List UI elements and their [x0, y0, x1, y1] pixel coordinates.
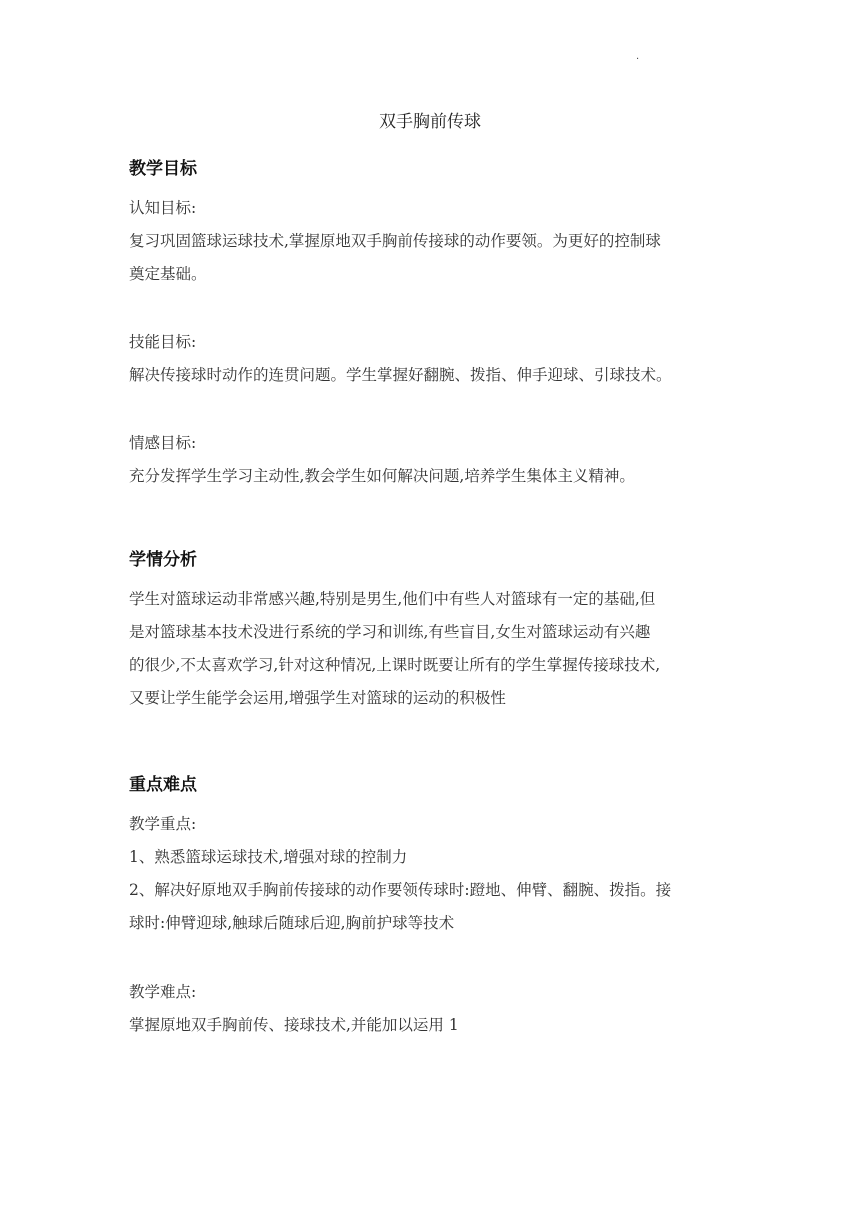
analysis-line-3: 的很少,不太喜欢学习,针对这种情况,上课时既要让所有的学生掌握传接球技术,	[129, 656, 661, 674]
difficulty-line-1: 掌握原地双手胸前传、接球技术,并能加以运用 1	[129, 1016, 459, 1034]
analysis-line-4: 又要让学生能学会运用,增强学生对篮球的运动的积极性	[129, 689, 506, 707]
heading-analysis: 学情分析	[129, 550, 197, 570]
cognitive-line-2: 奠定基础。	[129, 265, 207, 283]
cognitive-label: 认知目标:	[129, 199, 197, 217]
document-title: 双手胸前传球	[379, 112, 481, 132]
heading-objectives: 教学目标	[129, 159, 197, 179]
difficulty-label: 教学难点:	[129, 983, 197, 1001]
focus-label: 教学重点:	[129, 815, 197, 833]
focus-line-2: 2、解决好原地双手胸前传接球的动作要领传球时:蹬地、伸臂、翻腕、拨指。接	[129, 881, 672, 899]
heading-key-points: 重点难点	[129, 775, 197, 795]
corner-mark: ·	[636, 54, 640, 65]
affective-label: 情感目标:	[129, 434, 197, 452]
analysis-line-2: 是对篮球基本技术没进行系统的学习和训练,有些盲目,女生对篮球运动有兴趣	[129, 623, 651, 641]
analysis-line-1: 学生对篮球运动非常感兴趣,特别是男生,他们中有些人对篮球有一定的基础,但	[129, 590, 656, 608]
focus-line-3: 球时:伸臂迎球,触球后随球后迎,胸前护球等技术	[129, 914, 455, 932]
skill-label: 技能目标:	[129, 333, 197, 351]
skill-line-1: 解决传接球时动作的连贯问题。学生掌握好翻腕、拨指、伸手迎球、引球技术。	[129, 366, 672, 384]
affective-line-1: 充分发挥学生学习主动性,教会学生如何解决问题,培养学生集体主义精神。	[129, 467, 635, 485]
cognitive-line-1: 复习巩固篮球运球技术,掌握原地双手胸前传接球的动作要领。为更好的控制球	[129, 232, 661, 250]
focus-line-1: 1、熟悉篮球运球技术,增强对球的控制力	[129, 848, 408, 866]
